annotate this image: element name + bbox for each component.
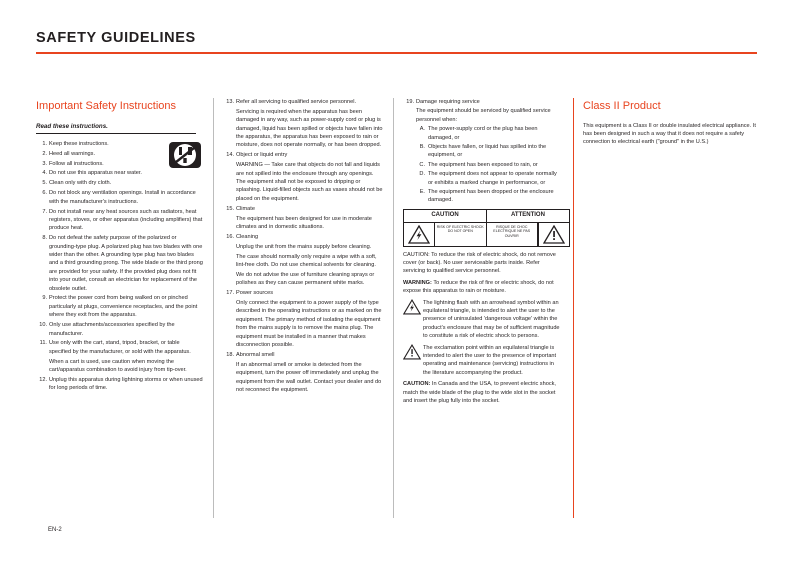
column-damage-requiring-service [393, 98, 573, 518]
list-item-number: 12. [39, 376, 47, 383]
list-item [223, 215, 383, 232]
column1-subtitle: Read these instructions. [36, 122, 108, 130]
list-item [416, 170, 563, 187]
column1-title: Important Safety Instructions [36, 100, 177, 112]
list-item-text: The equipment has been exposed to rain, or [428, 161, 538, 168]
list-item-text: Clean only with dry cloth. [49, 180, 112, 187]
damage-service-list [403, 98, 563, 205]
list-item-text: The equipment does not appear to operate normally or exhibits a marked change in performance, or [428, 171, 557, 186]
list-item [223, 151, 383, 159]
lightning-bolt-triangle-icon [403, 299, 421, 318]
caution-attention-box [403, 209, 570, 247]
list-item-text: Follow all instructions. [49, 160, 104, 167]
list-item-number: 14. [226, 152, 234, 159]
page-header [36, 30, 757, 54]
header-divider [36, 52, 757, 54]
list-item-number: 1. [42, 140, 47, 147]
list-item-text: Damage requiring service [416, 99, 480, 105]
list-item [223, 271, 383, 288]
list-item-text: Use only with the cart, stand, tripod, bracket, or table specified by the manufacturer, or sold with the apparatus. [49, 340, 191, 355]
list-item-text: Heed all warnings. [49, 150, 96, 157]
caution-box-body [404, 223, 569, 246]
column4-text: This equipment is a Class II or double insulated electrical appliance. It has been designed in such a way that it does not require a safety connection to electrical earth ("ground" in the U.S.) [583, 122, 756, 146]
column-servicing-instructions [213, 98, 393, 518]
list-item-text: The case should normally only require a wipe with a soft, lint-free cloth. Do not use chemical solvents for cleaning. [236, 253, 377, 269]
list-item-text: WARNING — Take care that objects do not fall and liquids are not spilled into the enclosure through any openings. The equipment shall not be exposed to dripping or splashing. Liquid-filled objects such as vases should not be placed on the equipment. [236, 162, 383, 202]
list-item [223, 233, 383, 241]
list-item [223, 253, 383, 270]
column-important-safety-instructions [36, 98, 213, 518]
list-item-text: Climate [236, 205, 255, 212]
list-item [223, 299, 383, 349]
list-item-text: Abnormal smell [236, 351, 275, 358]
list-item-number: 18. [226, 351, 234, 358]
list-item-text: Servicing is required when the apparatus has been damaged in any way, such as power-supply cord or plug is damaged, liquid has been spilled or objects have fallen into the apparatus, the apparatus has been exposed to rain or moisture, does not operate normally, or has been dropped. [236, 108, 383, 149]
list-item-number: 15. [226, 205, 234, 212]
lightning-flash-explanation [403, 299, 563, 341]
canada-usa-caution [403, 380, 563, 405]
list-item-text: Power sources [236, 290, 273, 297]
list-item-letter: D. [419, 171, 425, 178]
list-item [416, 125, 563, 142]
list-item-letter: B. [419, 143, 425, 150]
list-item-text: Object or liquid entry [236, 152, 288, 159]
list-item-text: Protect the power cord from being walked on or pinched particularly at plugs, convenience receptacles, and the point where they exit from the apparatus. [49, 295, 198, 319]
list-item [223, 161, 383, 203]
damage-service-conditions [416, 125, 563, 205]
damage-service-lead: The equipment should be serviced by qualified service personnel when: [416, 108, 551, 123]
list-item-text: Objects have fallen, or liquid has spilled into the equipment, or [428, 143, 547, 159]
exclamation-point-explanation [403, 344, 563, 378]
list-item-text: Do not block any ventilation openings. Install in accordance with the manufacturer's instructions. [49, 190, 196, 205]
canada-caution-text: In Canada and the USA, to prevent electric shock, match the wide blade of the plug to the wide slot in the socket and insert the plug fully into the socket. [403, 381, 556, 404]
exclamation-triangle-icon [403, 344, 421, 363]
list-item [223, 205, 383, 213]
column1-subtitle-rule [36, 133, 196, 134]
list-item-number: 8. [42, 235, 47, 242]
list-item [416, 188, 563, 205]
list-item [36, 234, 203, 293]
attention-label: ATTENTION [511, 212, 545, 219]
page-number: EN-2 [48, 527, 62, 533]
list-item [223, 361, 383, 395]
column4-title: Class II Product [583, 100, 661, 112]
list-item-letter: C. [419, 161, 425, 168]
list-item-text: Unplug the unit from the mains supply before cleaning. [236, 243, 372, 250]
list-item-text: Do not install near any heat sources such as radiators, heat registers, stoves, or other apparatus (including amplifiers) that produce heat. [49, 208, 203, 232]
warning-text: To reduce the risk of fire or electric shock, do not expose this apparatus to rain or moisture. [403, 279, 554, 295]
list-item [36, 160, 203, 168]
list-item-text: Do not defeat the safety purpose of the polarized or grounding-type plug. A polarized plug has two blades with one wider than the other. A grounding type plug has two blades and a third grounding prong. The wide blade or the third prong are provided for your safety. If the provided plug does not fit into your outlet, consult an electrician for replacement of the obsolete outlet. [49, 235, 203, 292]
list-item-text: If an abnormal smell or smoke is detected from the equipment, turn the power off immediately and unplug the equipment from the wall outlet. Contact your dealer and do not reconnect the equipment. [236, 361, 382, 393]
warning-label: WARNING: [403, 279, 432, 286]
list-item [36, 208, 203, 233]
warning-paragraph [403, 279, 563, 296]
list-item [403, 98, 563, 205]
list-item-number: 17. [226, 290, 234, 297]
canada-caution-label: CAUTION: [403, 381, 431, 388]
list-item-text: We do not advise the use of furniture cleaning sprays or polishes as they can cause permanent white marks. [236, 271, 375, 287]
list-item-text: Cleaning [236, 233, 259, 240]
list-item-text: The equipment has been designed for use in moderate climates and in domestic situations. [236, 215, 372, 230]
list-item [223, 98, 383, 106]
list-item-letter: A. [419, 126, 425, 133]
safety-instruction-list-continued [223, 98, 383, 394]
list-item [223, 243, 383, 251]
list-item-text: Only connect the equipment to a power supply of the type described in the operating instructions or as marked on the equipment. The primary method of isolating the equipment from the mains supply is to remove the mains plug. The equipment must be installed in a manner that makes disconnection possible. [236, 300, 382, 349]
list-item-number: 4. [42, 170, 47, 177]
list-item [36, 150, 203, 158]
list-item [36, 376, 203, 393]
list-item [36, 294, 203, 319]
caution-paragraph: CAUTION: To reduce the risk of electric shock, do not remove cover (or back). No user serviceable parts inside. Refer servicing to qualified service personnel. [403, 251, 556, 275]
list-item-number: 2. [42, 150, 47, 157]
list-item [36, 169, 203, 177]
list-item-letter: E. [419, 188, 425, 195]
list-item-text: Unplug this apparatus during lightning storms or when unused for long periods of time. [49, 376, 203, 392]
list-item-text: The power-supply cord or the plug has been damaged, or [428, 126, 538, 141]
list-item-text: Do not use this apparatus near water. [49, 170, 142, 177]
list-item-text: When a cart is used, use caution when moving the cart/apparatus combination to avoid injury from tip-over. [49, 358, 187, 374]
list-item-text: Refer all servicing to qualified service personnel. [236, 99, 357, 105]
list-item-number: 19. [406, 99, 414, 105]
list-item [36, 339, 203, 356]
list-item [223, 289, 383, 297]
list-item [36, 321, 203, 338]
list-item-number: 10. [39, 322, 47, 329]
list-item-number: 16. [226, 233, 234, 240]
content-columns [36, 98, 757, 518]
list-item [223, 351, 383, 359]
list-item-number: 5. [42, 180, 47, 187]
exclamation-triangle-icon [538, 223, 569, 246]
list-item-number: 7. [42, 208, 47, 215]
lightning-bolt-triangle-icon [404, 223, 435, 246]
exclamation-point-text: The exclamation point within an equilateral triangle is intended to alert the user to the presence of important operating and maintenance (servicing) instructions in the literature accompanying the product. [423, 344, 557, 376]
safety-instruction-list [36, 140, 203, 393]
list-item [416, 143, 563, 160]
list-item [36, 140, 203, 148]
page-title: SAFETY GUIDELINES [36, 30, 196, 46]
lightning-flash-text: The lightning flash with an arrowhead symbol within an equilateral triangle, is intended to alert the user to the presence of uninsulated 'dangerous voltage' within the product's enclosure that may be of sufficient magnitude to constitute a risk of electric shock to persons. [423, 299, 560, 340]
list-item [36, 189, 203, 206]
list-item-number: 11. [39, 340, 47, 347]
list-item-text: Keep these instructions. [49, 140, 109, 147]
list-item [223, 108, 383, 150]
caution-box-header [404, 210, 569, 223]
list-item-text: Only use attachments/accessories specified by the manufacturer. [49, 322, 175, 337]
attention-sub-text: RISQUE DE CHOC ELECTRIQUE NE PAS OUVRIR [487, 223, 539, 246]
list-item-number: 6. [42, 190, 47, 197]
list-item [36, 179, 203, 187]
list-item-number: 13. [226, 99, 234, 105]
caution-sub-text: RISK OF ELECTRIC SHOCK DO NOT OPEN [435, 223, 487, 246]
list-item [36, 358, 203, 375]
list-item-number: 9. [42, 295, 47, 302]
list-item [416, 161, 563, 169]
column-class-ii-product [573, 98, 757, 518]
list-item-number: 3. [42, 160, 47, 167]
caution-label: CAUTION [404, 210, 487, 222]
list-item-text: The equipment has been dropped or the enclosure damaged. [428, 188, 554, 204]
